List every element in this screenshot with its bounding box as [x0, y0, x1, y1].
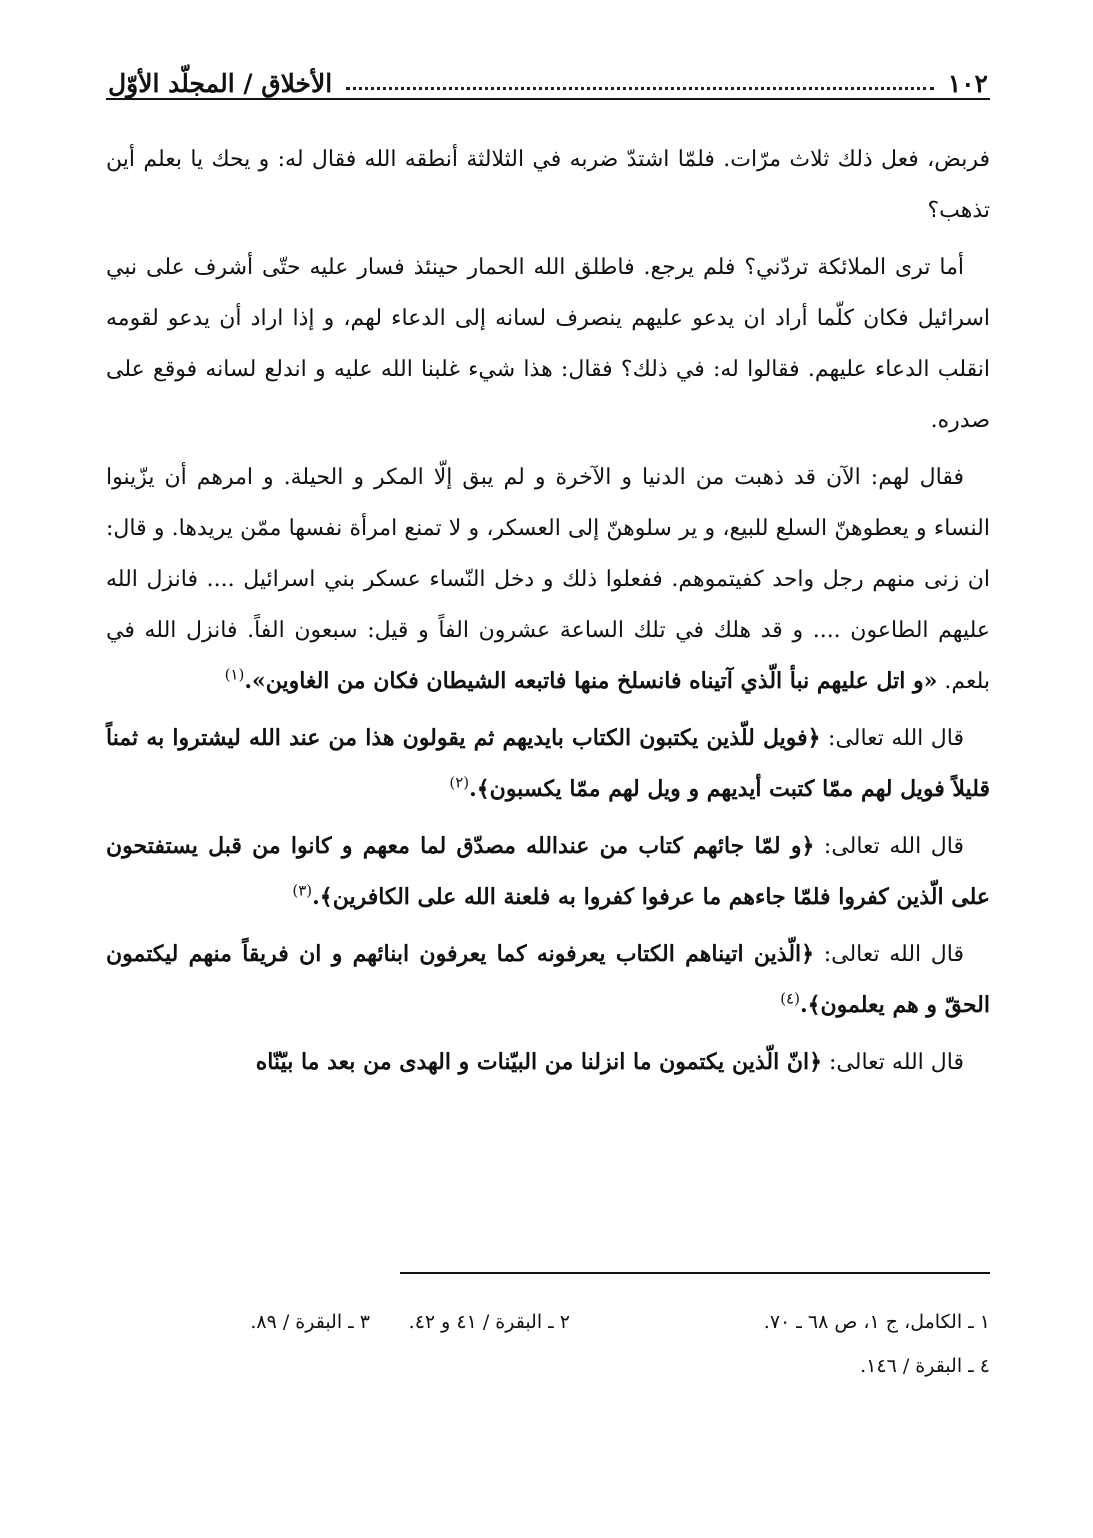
quran-verse-5: ﴿انّ الّذين يكتمون ما انزلنا من البيّنات و الهدى من بعد ما بيّنّاه [255, 1049, 823, 1075]
running-title: الأخلاق / المجلّد الأوّل [108, 69, 333, 98]
paragraph-3-text: فقال لهم: الآن قد ذهبت من الدنيا و الآخرة و لم يبق إلّا المكر و الحيلة. و امرهم أن يزّينوا النساء و يعطوهنّ السلع للبيع، و ير سلوهنّ إلى العسكر، و لا تمنع امرأة نفسها ممّن يريدها. و قال: ان زنى منهم رجل واحد كفيتموهم. ففعلوا ذلك و دخل النّساء عسكر بني اسرائيل .... فانزل الله عليهم الطاعون .... و قد هلك في تلك الساعة عشرون الفاً و قيل: سبعون الفاً. فانزل الله في بلعم. [106, 465, 990, 694]
body-text [106, 134, 990, 1094]
footnote-2: ٢ ـ البقرة / ٤١ و ٤٢. [408, 1311, 570, 1333]
header-rule [106, 98, 990, 100]
footnote-separator [400, 1272, 990, 1274]
footnote-row-2 [106, 1344, 990, 1388]
paragraph-6 [106, 929, 990, 1031]
footnotes [106, 1300, 990, 1388]
footnote-row-1 [106, 1300, 990, 1344]
quran-verse-3: ﴿و لمّا جائهم كتاب من عندالله مصدّق لما معهم و كانوا من قبل يستفتحون على الّذين كفروا فلمّا جاءهم ما عرفوا كفروا به فلعنة الله على الكافرين﴾. [106, 833, 990, 910]
footnote-ref-4: (٤) [780, 989, 800, 1008]
paragraph-1 [106, 134, 990, 236]
paragraph-2 [106, 242, 990, 446]
footnote-4: ٤ ـ البقرة / ١٤٦. [860, 1355, 990, 1377]
header-dot-leader [346, 86, 933, 90]
quran-verse-2: ﴿فويل للّذين يكتبون الكتاب بايديهم ثم يقولون هذا من عند الله ليشتروا به ثمناً قليلاً فويل لهم ممّا كتبت أيديهم و ويل لهم ممّا يكسبون﴾. [106, 725, 990, 802]
paragraph-2-text: أما ترى الملائكة تردّني؟ فلم يرجع. فاطلق الله الحمار حينئذ فسار عليه حتّى أشرف على نبي اسرائيل فكان كلّما أراد ان يدعو عليهم ينصرف لسانه إلى الدعاء لهم، و إذا اراد أن يدعو لقومه انقلب الدعاء عليهم. فقالوا له: في ذلك؟ فقال: هذا شيء غلبنا الله عليه و اندلع لسانه فوقع على صدره. [106, 255, 990, 433]
quran-verse-4: ﴿الّذين اتيناهم الكتاب يعرفونه كما يعرفون ابنائهم و ان فريقاً منهم ليكتمون الحقّ و هم يعلمون﴾. [106, 941, 990, 1018]
quran-quote-1: «و اتل عليهم نبأ الّذي آتيناه فانسلخ منها فاتبعه الشيطان فكان من الغاوين». [244, 668, 938, 694]
paragraph-4 [106, 713, 990, 815]
footnote-ref-3: (٣) [292, 881, 313, 900]
paragraph-1-text: فربض، فعل ذلك ثلاث مرّات. فلمّا اشتدّ ضربه في الثلالثة أنطقه الله فقال له: و يحك يا بعلم أين تذهب؟ [106, 147, 990, 223]
page-number: ١٠٢ [947, 69, 988, 98]
footnote-ref-1: (١) [224, 665, 245, 684]
page-header [108, 52, 988, 96]
paragraph-4-lead: قال الله تعالى: [828, 726, 964, 751]
paragraph-7-lead: قال الله تعالى: [829, 1050, 964, 1075]
paragraph-7 [106, 1037, 990, 1088]
footnote-ref-2: (٢) [449, 773, 470, 792]
paragraph-5 [106, 821, 990, 923]
paragraph-5-lead: قال الله تعالى: [823, 834, 964, 859]
paragraph-6-lead: قال الله تعالى: [823, 942, 964, 967]
footnote-3: ٣ ـ البقرة / ٨٩. [250, 1311, 370, 1333]
paragraph-3 [106, 452, 990, 707]
footnote-1: ١ ـ الكامل، ج ١، ص ٦٨ ـ ٧٠. [763, 1311, 990, 1333]
